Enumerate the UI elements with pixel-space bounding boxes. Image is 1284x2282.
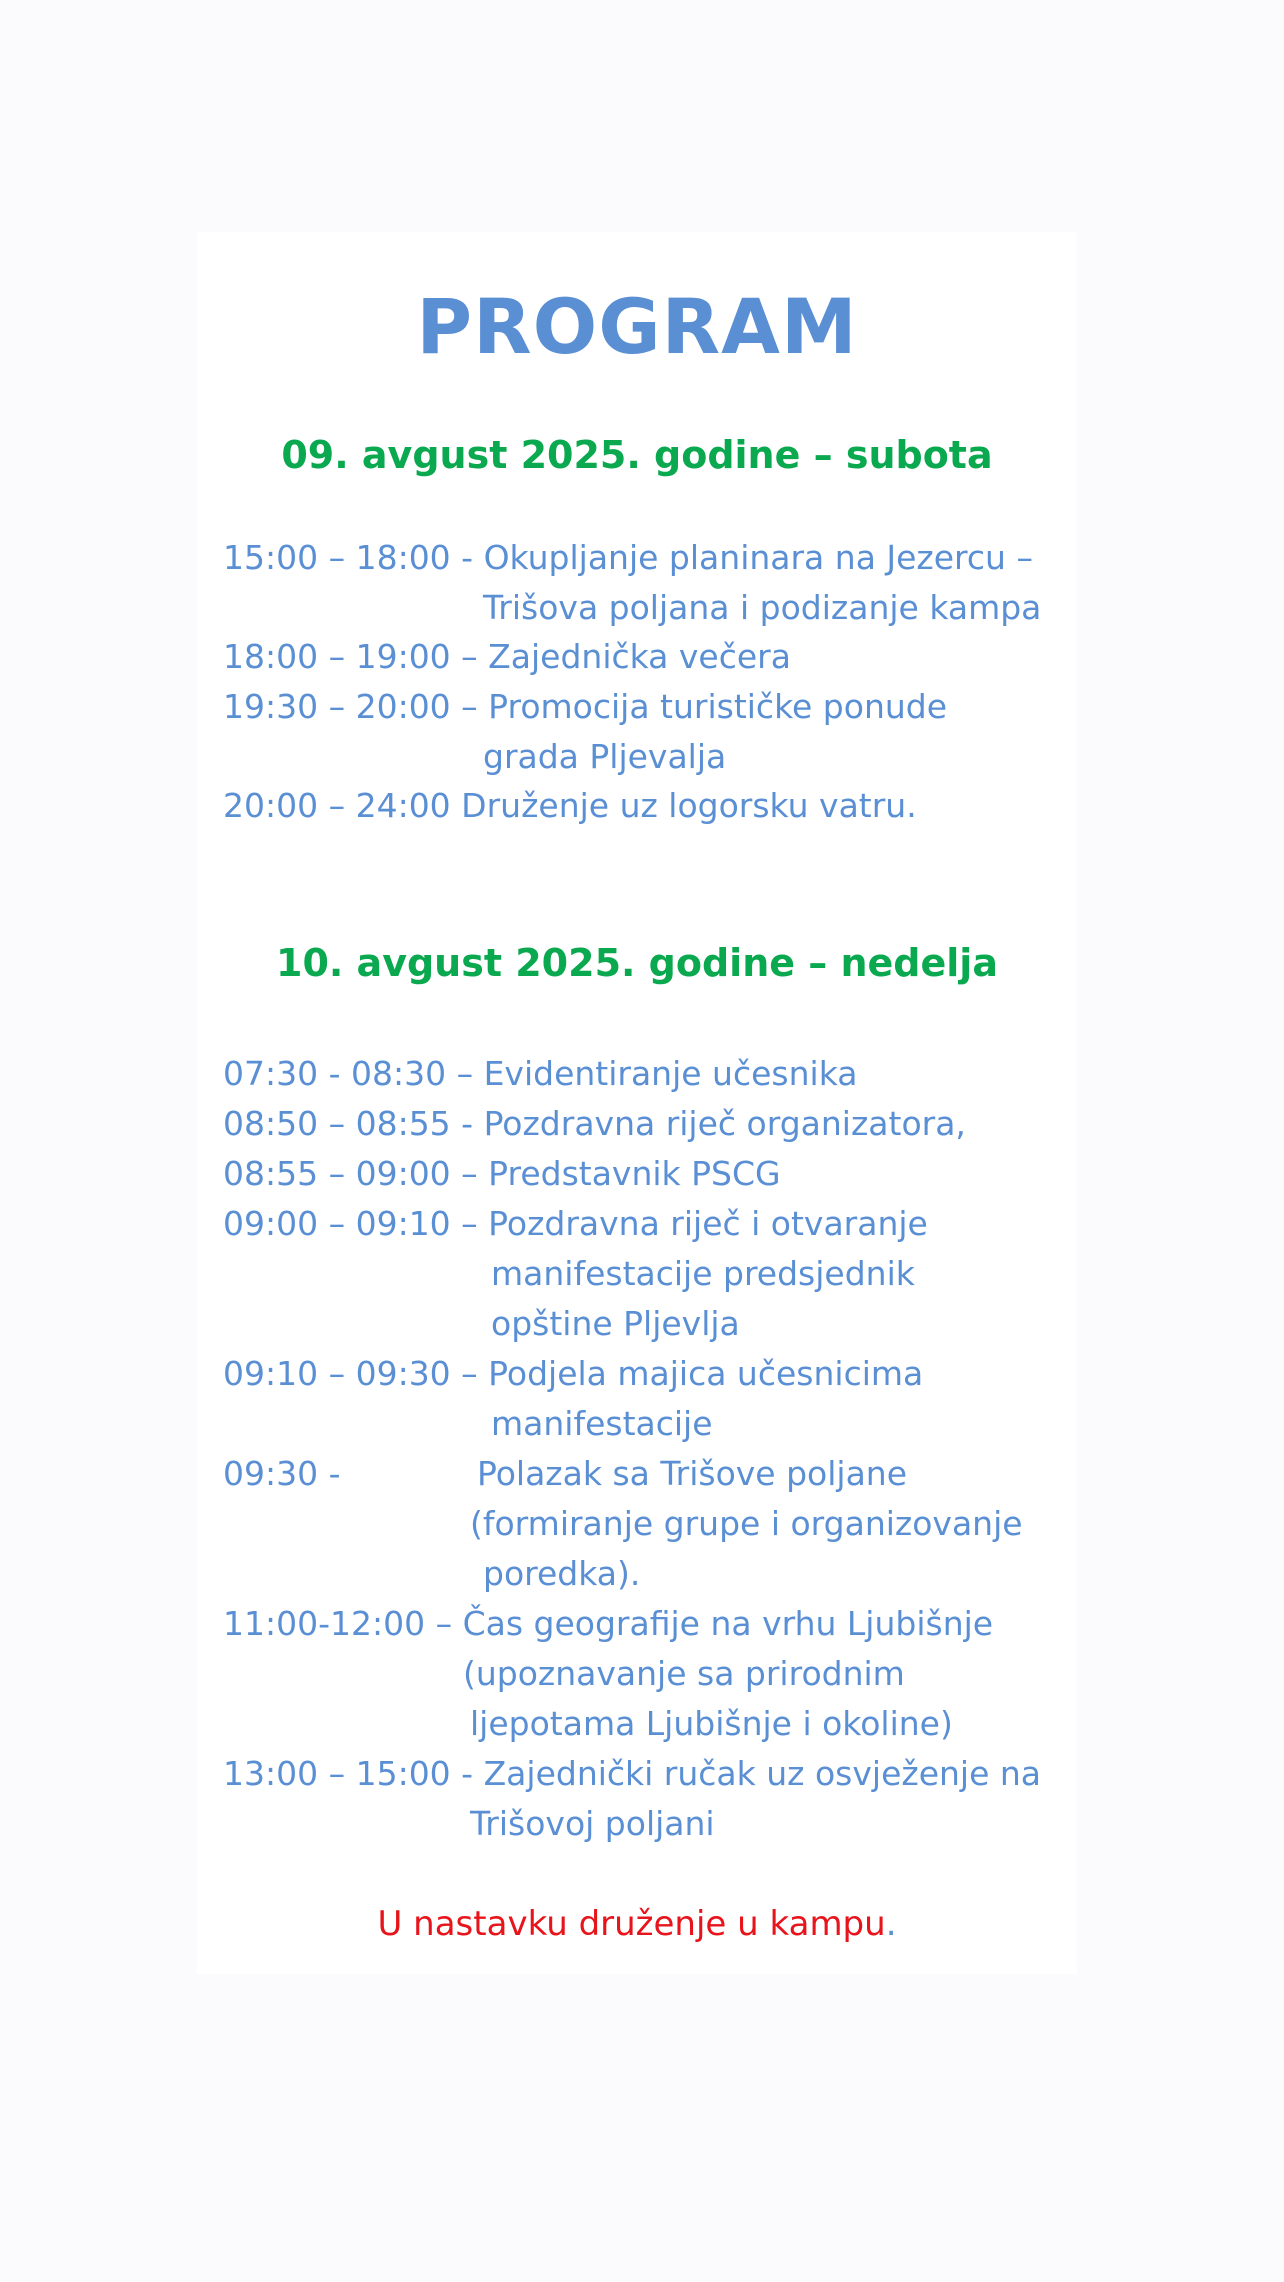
closing-note-period: . xyxy=(885,1904,897,1944)
day1-heading: 09. avgust 2025. godine – subota xyxy=(281,433,993,477)
schedule-line: 09:10 – 09:30 – Podjela majica učesnicima xyxy=(223,1354,924,1393)
schedule-line-continued: (formiranje grupe i organizovanje xyxy=(470,1504,1023,1543)
schedule-line-continued: Trišova poljana i podizanje kampa xyxy=(483,588,1042,627)
schedule-line: 08:55 – 09:00 – Predstavnik PSCG xyxy=(223,1154,781,1193)
closing-note xyxy=(197,1899,1077,1949)
schedule-line: 09:00 – 09:10 – Pozdravna riječ i otvaranje xyxy=(223,1204,928,1243)
schedule-time: 09:30 - xyxy=(223,1454,341,1493)
schedule-line-continued: ljepotama Ljubišnje i okoline) xyxy=(470,1704,953,1743)
schedule-activity: Polazak sa Trišove poljane xyxy=(477,1454,908,1493)
schedule-line-continued: grada Pljevalja xyxy=(483,737,727,776)
schedule-line: 18:00 – 19:00 – Zajednička večera xyxy=(223,637,791,676)
schedule-line: 13:00 – 15:00 - Zajednički ručak uz osvježenje na xyxy=(223,1754,1042,1793)
schedule-line-continued: (upoznavanje sa prirodnim xyxy=(463,1654,905,1693)
schedule-line-continued: opštine Pljevlja xyxy=(491,1304,740,1343)
day2-heading: 10. avgust 2025. godine – nedelja xyxy=(276,941,998,985)
schedule-line-continued: Trišovoj poljani xyxy=(470,1804,715,1843)
page-title: PROGRAM xyxy=(416,282,858,371)
program-page xyxy=(197,232,1077,1974)
schedule-line-continued: poredka). xyxy=(483,1554,641,1593)
schedule-line: 20:00 – 24:00 Druženje uz logorsku vatru. xyxy=(223,786,917,825)
schedule-line-continued: manifestacije predsjednik xyxy=(491,1254,915,1293)
schedule-line-continued: manifestacije xyxy=(491,1404,713,1443)
schedule-line: 07:30 - 08:30 – Evidentiranje učesnika xyxy=(223,1054,858,1093)
schedule-line: 19:30 – 20:00 – Promocija turističke ponude xyxy=(223,687,948,726)
closing-note-text: U nastavku druženje u kampu xyxy=(377,1904,886,1944)
schedule-line: 15:00 – 18:00 - Okupljanje planinara na Jezercu – xyxy=(223,538,1033,577)
schedule-line: 08:50 – 08:55 - Pozdravna riječ organizatora, xyxy=(223,1104,966,1143)
schedule-line: 11:00-12:00 – Čas geografije na vrhu Ljubišnje xyxy=(223,1604,994,1643)
